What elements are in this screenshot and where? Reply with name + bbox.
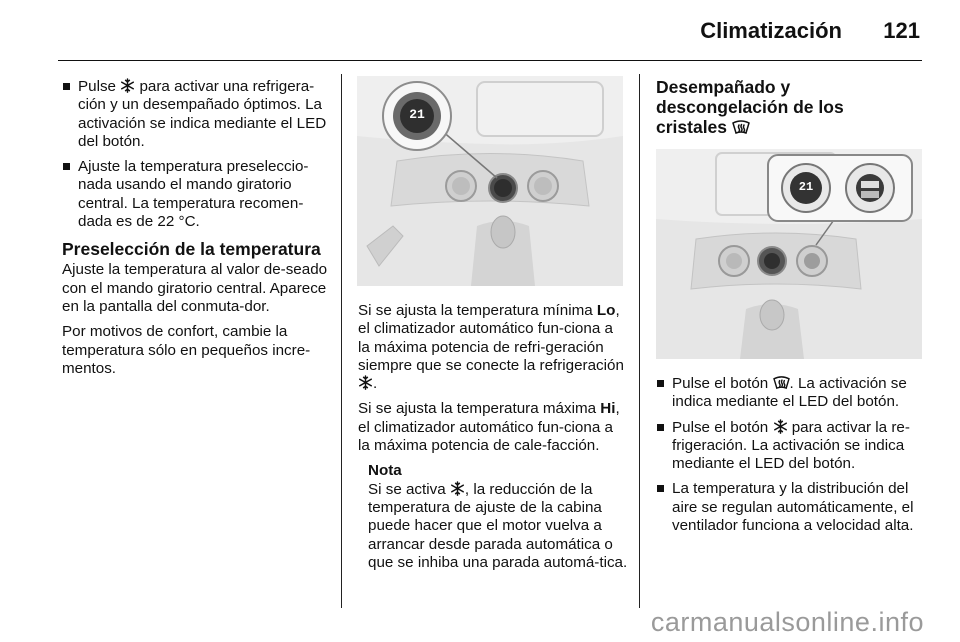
- climate-control-figure: [357, 76, 623, 286]
- bullet-marker: [657, 485, 664, 492]
- column-divider: [341, 74, 342, 608]
- snowflake-icon: [120, 78, 135, 93]
- snowflake-icon: [358, 375, 373, 390]
- snowflake-icon: [450, 481, 465, 496]
- left-column: [62, 78, 330, 385]
- note-box: [358, 462, 628, 572]
- paragraph: Ajuste la temperatura al valor de-seado con el mando giratorio central. Aparece en la pantalla del conmuta-dor.: [62, 261, 328, 315]
- temperature-display: 21: [409, 107, 425, 122]
- list-item: Pulse el botón para activar la re-frigeración. La activación se indica mediante el LED del botón.: [656, 419, 928, 474]
- page-title: Climatización: [700, 18, 842, 43]
- note-text: Si se activa , la reducción de la temperatura de ajuste de la cabina puede hacer que el motor vuelva a arrancar desde parada automática o que se inhiba una parada automá-tica.: [368, 480, 628, 571]
- dashboard-illustration: [357, 76, 623, 286]
- section-heading: Preselección de la temperatura: [62, 239, 321, 260]
- paragraph: Si se ajusta la temperatura mínima Lo, el climatizador automático fun-ciona a la máxima potencia de refri-geración siempre que se conecte la refrigeración .: [358, 302, 624, 393]
- column-divider: [639, 74, 640, 608]
- list-item: Pulse para activar una refrigera-ción y un desempañado óptimos. La activación se indica mediante el LED del botón.: [62, 78, 330, 151]
- section-heading: Desempañado y descongelación de los cristales: [656, 77, 844, 137]
- temperature-display: 21: [798, 180, 814, 194]
- paragraph: Por motivos de confort, cambie la temperatura sólo en pequeños incre-mentos.: [62, 323, 311, 377]
- windscreen-defrost-icon: [773, 375, 790, 390]
- snowflake-icon: [773, 419, 788, 434]
- right-column: [656, 375, 928, 542]
- dashboard-illustration: [656, 149, 922, 359]
- bullet-marker: [63, 83, 70, 90]
- page-number: 121: [883, 18, 920, 43]
- bullet-marker: [657, 380, 664, 387]
- bullet-marker: [657, 424, 664, 431]
- bullet-marker: [63, 163, 70, 170]
- list-item: Ajuste la temperatura preseleccio-nada usando el mando giratorio central. La temperatura recomen-dada es de 22 °C.: [62, 158, 330, 231]
- defrost-figure: [656, 149, 922, 359]
- middle-column: [358, 302, 628, 572]
- note-heading: Nota: [368, 462, 402, 480]
- list-item: La temperatura y la distribución del aire se regulan automáticamente, el ventilador funciona a velocidad alta.: [656, 480, 928, 535]
- header-divider: [58, 60, 922, 61]
- windscreen-defrost-icon: [732, 119, 750, 135]
- watermark: carmanualsonline.info: [650, 607, 924, 637]
- list-item: Pulse el botón . La activación se indica mediante el LED del botón.: [656, 375, 928, 412]
- right-column-heading-block: [656, 77, 906, 149]
- paragraph: Si se ajusta la temperatura máxima Hi, el climatizador automático fun-ciona a la máxima potencia de cale-facción.: [358, 400, 620, 455]
